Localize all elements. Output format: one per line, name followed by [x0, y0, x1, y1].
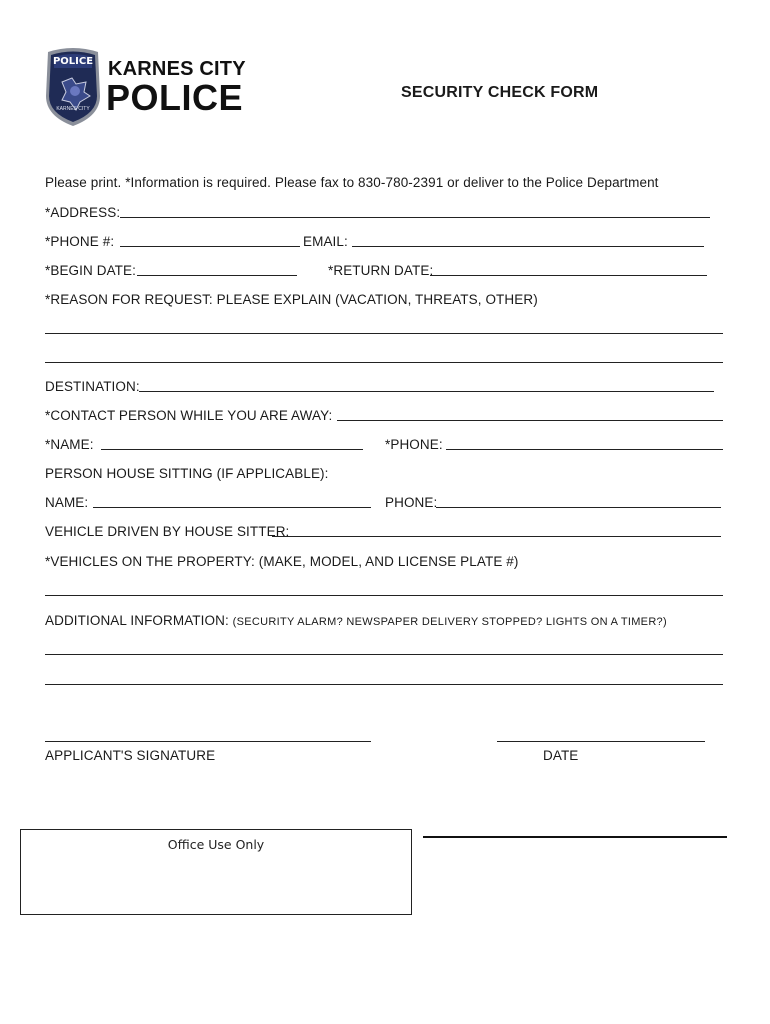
logo-city-name: KARNES CITY	[108, 58, 246, 80]
additional-info-label	[45, 613, 667, 630]
return-date-label: *RETURN DATE:	[328, 263, 434, 278]
reason-field-line-1[interactable]	[45, 333, 723, 334]
form-title: SECURITY CHECK FORM	[401, 84, 599, 101]
date-field[interactable]	[497, 741, 705, 742]
badge-top-text: POLICE	[52, 56, 94, 67]
additional-info-title: ADDITIONAL INFORMATION:	[45, 613, 229, 628]
badge-bottom-text: KARNES CITY	[56, 106, 90, 112]
office-use-box	[20, 829, 412, 915]
house-sitting-label: PERSON HOUSE SITTING (IF APPLICABLE):	[45, 466, 329, 481]
contact-name-label: *NAME:	[45, 437, 94, 452]
instructions: Please print. *Information is required. Please fax to 830-780-2391 or deliver to the Police Department	[45, 175, 659, 190]
vehicles-property-label: *VEHICLES ON THE PROPERTY: (MAKE, MODEL, AND LICENSE PLATE #)	[45, 554, 519, 569]
additional-info-line-2[interactable]	[45, 684, 723, 685]
address-label: *ADDRESS:	[45, 205, 121, 220]
contact-name-field[interactable]	[101, 449, 363, 450]
contact-person-label: *CONTACT PERSON WHILE YOU ARE AWAY:	[45, 408, 333, 423]
sitter-name-label: NAME:	[45, 495, 89, 510]
applicant-signature-field[interactable]	[45, 741, 371, 742]
contact-person-field[interactable]	[337, 420, 723, 421]
phone-field[interactable]	[120, 246, 300, 247]
destination-field[interactable]	[139, 391, 714, 392]
sitter-phone-label: PHONE:	[385, 495, 438, 510]
reason-label: *REASON FOR REQUEST: PLEASE EXPLAIN (VACATION, THREATS, OTHER)	[45, 292, 538, 307]
begin-date-field[interactable]	[137, 275, 297, 276]
email-field[interactable]	[352, 246, 704, 247]
logo-police-wordmark: POLICE	[106, 77, 244, 118]
email-label: EMAIL:	[303, 234, 348, 249]
office-use-label: Office Use Only	[167, 837, 265, 852]
additional-info-hint: (SECURITY ALARM? NEWSPAPER DELIVERY STOPPED? LIGHTS ON A TIMER?)	[232, 616, 667, 628]
contact-phone-label: *PHONE:	[385, 437, 443, 452]
office-signature-line	[423, 836, 727, 838]
police-badge-logo	[42, 46, 104, 128]
vehicle-sitter-field[interactable]	[272, 536, 721, 537]
address-field[interactable]	[120, 217, 710, 218]
sitter-name-field[interactable]	[93, 507, 371, 508]
begin-date-label: *BEGIN DATE:	[45, 263, 136, 278]
sitter-phone-field[interactable]	[436, 507, 721, 508]
date-label: DATE	[543, 748, 579, 763]
return-date-field[interactable]	[430, 275, 707, 276]
reason-field-line-2[interactable]	[45, 362, 723, 363]
vehicle-sitter-label: VEHICLE DRIVEN BY HOUSE SITTER:	[45, 524, 290, 539]
phone-label: *PHONE #:	[45, 234, 115, 249]
destination-label: DESTINATION:	[45, 379, 140, 394]
applicant-signature-label: APPLICANT'S SIGNATURE	[45, 748, 216, 763]
contact-phone-field[interactable]	[446, 449, 723, 450]
additional-info-line-1[interactable]	[45, 654, 723, 655]
vehicles-property-field[interactable]	[45, 595, 723, 596]
